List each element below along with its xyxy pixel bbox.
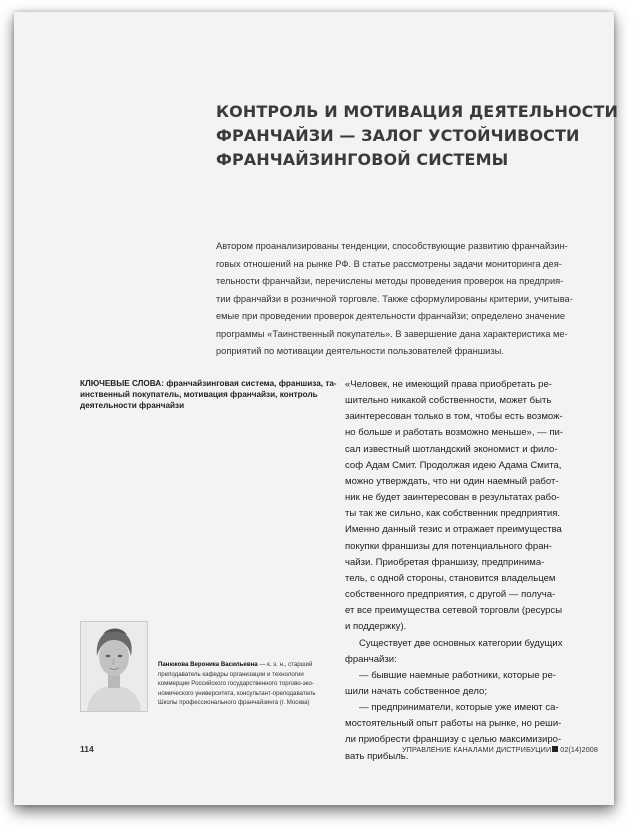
page-number: 114 [80,744,94,754]
keywords-block [80,378,337,412]
magazine-page [14,12,619,805]
article-body [345,377,609,765]
body-line: ли приобрести франшизу с целью максимизиро- [345,734,562,746]
keywords-line: инственный покупатель, мотивация франчайзи, контроль [80,390,318,400]
body-line: шительно никакой собственности, может быть [345,395,552,407]
body-line: соф Адам Смит. Продолжая идею Адама Смита, [345,459,562,471]
body-line: мостоятельный опыт работы на рынке, но реши- [345,718,562,730]
author-portrait-icon [81,622,147,711]
abstract-line: роприятий по мотивации деятельности пользователей франшизы. [216,346,504,356]
body-line: вать прибыль. [345,750,409,762]
body-line: и поддержку). [345,621,407,633]
abstract-line: Автором проанализированы тенденции, способствующие развитию франчайзин- [216,241,568,251]
article-abstract [216,238,614,361]
keywords-line: деятельности франчайзи [80,401,185,411]
body-line: сал известный шотландский экономист и фило- [345,443,558,455]
author-bio-line: номического университета, консультант-преподаватель [158,689,316,697]
author-bio-first: — к. э. н., старший [257,661,313,668]
author-bio-line: Школы профессионального франчайзинга (г. Москва) [158,699,310,707]
author-info [158,660,328,708]
body-line: ет все преимущества сетевой торговли (ресурсы [345,605,563,617]
author-bio-line: преподаватель кафедры организации и технологии [158,670,304,678]
body-line: — бывшие наемные работники, которые ре- [359,669,556,681]
article-title [216,100,619,172]
body-line: Именно данный тезис и отражает преимущества [345,524,562,536]
body-line: заинтересован только в том, чтобы есть возмож- [345,411,563,423]
body-line: можно утверждать, что ни один наемный работ- [345,475,559,487]
body-line: «Человек, не имеющий права приобретать ре- [345,379,552,390]
title-line: КОНТРОЛЬ И МОТИВАЦИЯ ДЕЯТЕЛЬНОСТИ [216,102,619,121]
body-line: — предприниматели, которые уже имеют са- [359,702,559,714]
body-line: но больше и работать возможно меньше», — пи- [345,427,564,439]
running-footer [402,745,598,754]
body-line: тель, с одной стороны, становится владельцем [345,572,556,584]
body-line: ник не будет заинтересован в результатах рабо- [345,492,560,504]
body-line: шили начать собственное дело; [345,685,487,697]
body-line: Существует две основных категории будущих [359,637,563,649]
body-line: чайзи. Приобретая франшизу, предпринима- [345,556,545,568]
abstract-line: говых отношений на рынке РФ. В статье рассмотрены задачи мониторинга дея- [216,258,562,269]
journal-name: УПРАВЛЕНИЕ КАНАЛАМИ ДИСТРИБУЦИИ [402,745,552,754]
author-name: Панюкова Вероника Васильевна [158,661,258,668]
abstract-line: емые при проведении проверок деятельности франчайзи; определено значение [216,311,566,321]
author-bio-line: коммерции Российского государственного торгово-эко- [158,680,314,688]
issue-number: 02(14)2008 [560,745,598,754]
abstract-line: тельности франчайзи, перечислены методы проведения проверок на предприя- [216,276,564,286]
abstract-line: тии франчайзи в розничной торговле. Также сформулированы критерии, учитыва- [216,293,573,304]
abstract-line: программы «Таинственный покупатель». В завершение дана характеристика ме- [216,328,568,339]
square-bullet-icon [552,746,558,752]
body-line: ты так же сильно, как собственник предприятия. [345,508,561,520]
title-line: ФРАНЧАЙЗИ — ЗАЛОГ УСТОЙЧИВОСТИ [216,126,580,145]
author-line [158,660,328,670]
body-line: собственного предприятия, с другой — получа- [345,589,556,601]
title-line: ФРАНЧАЙЗИНГОВОЙ СИСТЕМЫ [216,150,509,169]
keywords-line: КЛЮЧЕВЫЕ СЛОВА: франчайзинговая система, франшиза, та- [80,379,337,388]
body-line: франчайзи: [345,653,397,665]
body-line: покупки франшизы для потенциального фран- [345,540,552,552]
author-photo [80,621,148,712]
